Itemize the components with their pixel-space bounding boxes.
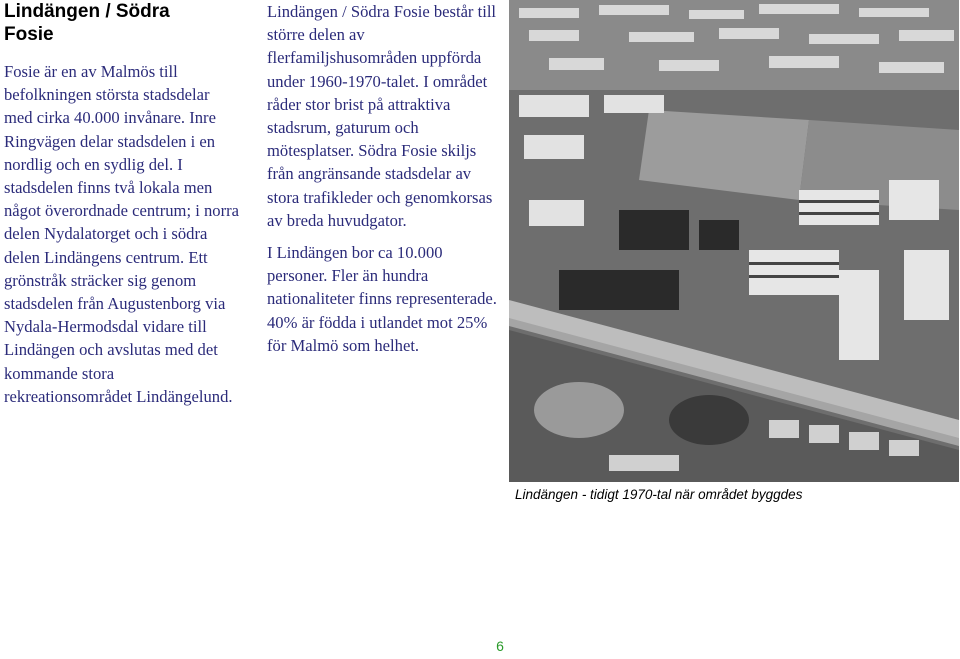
page-number: 6	[496, 638, 504, 654]
aerial-photo-illustration	[509, 0, 959, 482]
page-title: Lindängen / Södra Fosie	[4, 1, 170, 45]
intro-column	[4, 60, 239, 408]
description-column	[267, 0, 507, 357]
intro-paragraph: Fosie är en av Malmös till befolkningen största stadsdelar med cirka 40.000 invånare. Inre Ringvägen delar stadsdelen i en nordlig och en sydlig del. I stadsdelen finns två lokala men något överordnade centrum; i norra delen Nydalatorget och i södra delen Lindängens centrum. Ett grönstråk sträcker sig genom stadsdelen från Augustenborg via Nydala-Hermodsdal vidare till Lindängen och avslutas med det kommande stora rekreationsområdet Lindängelund.	[4, 62, 239, 406]
description-paragraph-2: I Lindängen bor ca 10.000 personer. Fler än hundra nationaliteter finns representerade. 40% är födda i utlandet mot 25% för Malmö som helhet.	[267, 243, 497, 355]
photo-caption: Lindängen - tidigt 1970-tal när området byggdes	[515, 487, 803, 502]
aerial-photo	[509, 0, 959, 482]
description-paragraph-1: Lindängen / Södra Fosie består till större delen av flerfamiljshusområden uppförda under 1960-1970-talet. I området råder stor brist på attraktiva stadsrum, gaturum och mötesplatser. Södra Fosie skiljs från angränsande stadsdelar av stora trafikleder och genomkorsas av breda huvudgator.	[267, 2, 497, 230]
